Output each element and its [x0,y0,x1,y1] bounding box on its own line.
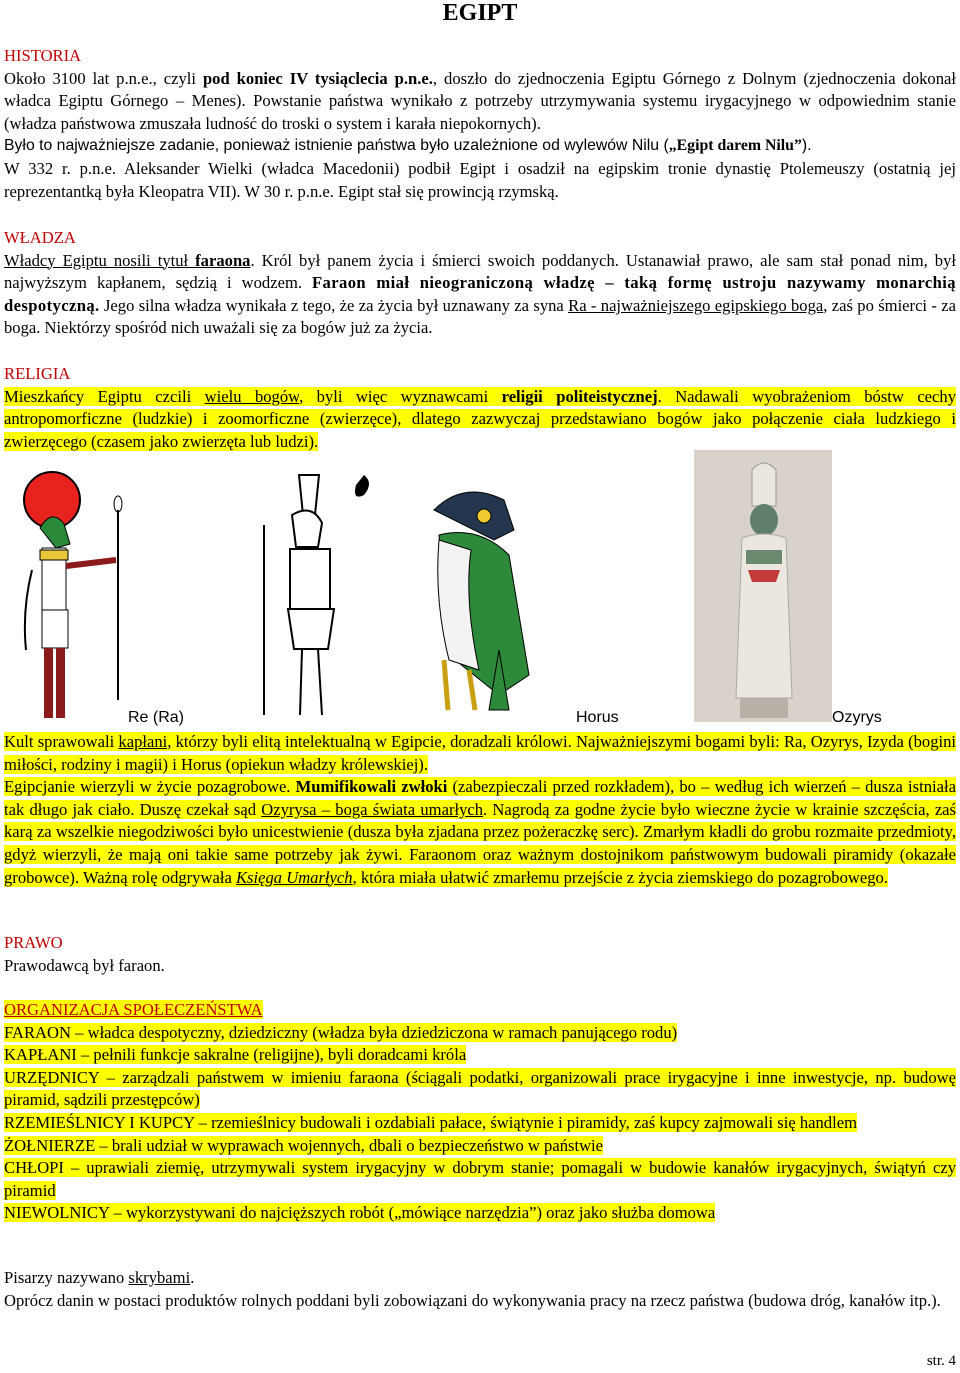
document-title: EGIPT [442,0,518,26]
heading-prawo: PRAWO [4,933,63,952]
heading-religia: RELIGIA [4,364,71,383]
org-item-urzednicy: URZĘDNICY – zarządzali państwem w imieniu faraona (ściągali podatki, organizowali prace irygacyjne i inne inwestycje, np. budowę piramid, sądzili przestępców) [4,1067,956,1110]
prawo-text: Prawodawcą był faraon. [4,955,165,975]
horus-figure-illustration [244,465,394,727]
org-item-zolnierze: ŻOŁNIERZE – brali udział w wyprawach wojennych, dbali o bezpieczeństwo w państwie [4,1135,604,1155]
ozyrys-statue-image [694,450,832,722]
daniny-text: Oprócz danin w postaci produktów rolnych poddani byli zobowiązani do wykonywania pracy na rzecz państwa (budowa dróg, kanałów itp.). [4,1290,941,1310]
org-item-rzemieslnicy: RZEMIEŚLNICY I KUPCY – rzemieślnicy budowali i ozdabiali pałace, świątynie i piramidy, zaś kupcy zajmowali się handlem [4,1112,857,1132]
historia-paragraph-1: Około 3100 lat p.n.e., czyli pod koniec IV tysiąclecia p.n.e., doszło do zjednoczenia Egiptu Górnego z Dolnym (zjednoczenia dokonał władca Egiptu Górnego – Menes). Powstanie państwa wynikało z potrzeby utrzymywania systemu irygacyjnego w odpowiednim stanie (władza państwowa zmuszała ludność do troski o system i karała niepokornych). [4,68,956,133]
heading-organizacja: ORGANIZACJA SPOŁECZEŃSTWA [4,1000,263,1019]
caption-ozyrys: Ozyrys [832,709,882,726]
kult-paragraph-1: Kult sprawowali kapłani, którzy byli elitą intelektualną w Egipcie, doradzali królowi. Najważniejszymi bogami byli: Ra, Ozyrys, Izyda (bogini miłości, rodziny i magii) i Horus (opiekun władzy królewskiej). [4,732,957,774]
section-wladza [4,227,956,340]
gods-illustrations [4,450,956,735]
historia-paragraph-2: Było to najważniejsze zadanie, ponieważ istnienie państwa było uzależnione od wylewów Nilu („Egipt darem Nilu”). [4,137,812,155]
historia-paragraph-3: W 332 r. p.n.e. Aleksander Wielki (władca Macedonii) podbił Egipt i osadził na egipskim tronie dynastię Ptolemeuszy (ostatnią jej reprezentantką była Kleopatra VII). W 30 r. p.n.e. Egipt stał się prowincją rzymską. [4,158,956,201]
caption-horus: Horus [576,709,619,726]
caption-re: Re (Ra) [128,709,185,726]
horus-falcon-illustration [414,480,544,730]
org-item-faraon: FARAON – władca despotyczny, dziedziczny (władza była dziedziczona w ramach panującego rodu) [4,1022,678,1042]
section-organizacja [4,999,956,1225]
section-prawo [4,932,956,977]
section-kult [4,731,956,889]
heading-historia: HISTORIA [4,46,82,65]
org-item-kaplani: KAPŁANI – pełnili funkcje sakralne (religijne), byli doradcami króla [4,1045,467,1065]
wladza-paragraph: Władcy Egiptu nosili tytuł faraona. Król był panem życia i śmierci swoich poddanych. Ustanawiał prawo, ale sam stał ponad nim, był najwyższym kapłanem, sędzią i wodzem. Faraon miał nieograniczoną władzę – taką formę ustroju nazywamy monarchią despotyczną. Jego silna władza wynikała z tego, że za życia był uznawany za syna Ra - najważniejszego egipskiego boga, zaś po śmierci - za boga. Niektórzy spośród nich uważali się za bogów już za życia. [4,250,956,338]
kult-paragraph-2: Egipcjanie wierzyli w życie pozagrobowe. Mumifikowali zwłoki (zabezpieczali przed rozkładem), bo – według ich wierzeń – dusza istniała tak długo jak ciało. Duszę czekał sąd Ozyrysa – boga świata umarłych. Nagrodą za godne życie było wieczne życie w krainie szczęścia, zaś karą za wszelkie niegodziwości było unicestwienie (dusza była zjadana przez pożeraczkę serc). Zmarłym kładli do grobu rozmaite przedmioty, gdyż wierzyli, że mają oni takie same potrzeby jak żywi. Faraonom oraz ważnym dostojnikom państwowym budowali piramidy (okazałe grobowce). Ważną rolę odgrywała Księga Umarłych, która miała ułatwić zmarłemu przejście z życia ziemskiego do pozagrobowego. [4,777,957,887]
org-item-chlopi: CHŁOPI – uprawiali ziemię, utrzymywali system irygacyjny w dobrym stanie; pomagali w budowie kanałów irygacyjnych, świątyń czy piramid [4,1158,956,1200]
religia-paragraph: Mieszkańcy Egiptu czcili wielu bogów, byli więc wyznawcami religii politeistycznej. Nadawali wyobrażeniom bóstw cechy antropomorficzne (ludzkie) i zoomorficzne (zwierzęce), dlatego zazwyczaj przedstawiano bogów jako połączenie ciała ludzkiego i zwierzęcego (czasem jako zwierzęta lub ludzi). [4,386,957,451]
section-religia [4,363,956,453]
heading-wladza: WŁADZA [4,228,76,247]
org-item-niewolnicy: NIEWOLNICY – wykorzystywani do najcięższych robót („mówiące narzędzia”) oraz jako służba domowa [4,1203,716,1223]
section-pisarze [4,1267,956,1312]
re-illustration [4,470,134,732]
section-historia [4,45,956,203]
page-number: str. 4 [926,1353,956,1369]
pisarze-text: Pisarzy nazywano skrybami. [4,1268,195,1287]
